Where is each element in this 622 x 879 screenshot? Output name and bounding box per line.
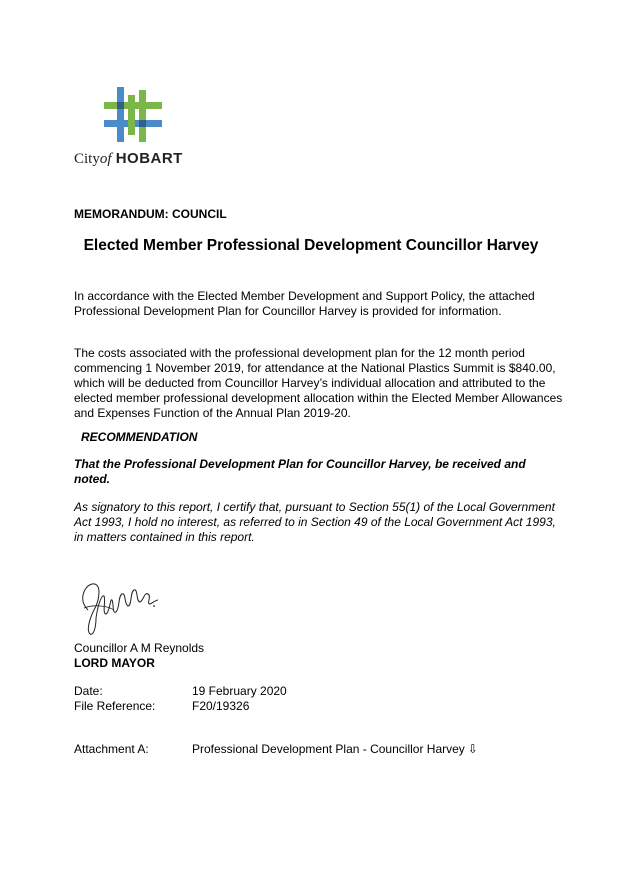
city-of-hobart-logo bbox=[104, 87, 162, 142]
intro-paragraph: In accordance with the Elected Member Development and Support Policy, the attached Professional Development Plan for Councillor Harvey is provided for information. bbox=[74, 289, 535, 318]
logo-hobart-text: HOBART bbox=[115, 150, 183, 167]
costs-paragraph: The costs associated with the professional development plan for the 12 month period commencing 1 November 2019, for attendance at the National Plastics Summit is $840.00, which will be deducted from Councillor Harvey’s individual allocation and attributed to the elected member professional development allocation within the Elected Member Allowances and Expenses Function of the Annual Plan 2019-20. bbox=[74, 346, 563, 420]
certification-paragraph: As signatory to this report, I certify that, pursuant to Section 55(1) of the Local Government Act 1993, I hold no interest, as referred to in Section 49 of the Local Government Act 1993, in matters contained in this report. bbox=[74, 500, 556, 544]
memo-heading: MEMORANDUM: COUNCIL bbox=[74, 207, 227, 221]
attachment-label: Attachment A: bbox=[74, 742, 149, 756]
logo-city-text: City bbox=[74, 151, 100, 167]
page-title: Elected Member Professional Development Councillor Harvey bbox=[83, 237, 539, 254]
file-reference-label: File Reference: bbox=[74, 699, 156, 713]
recommendation-heading: RECOMMENDATION bbox=[81, 430, 198, 444]
signatory-title: LORD MAYOR bbox=[74, 656, 155, 670]
attachment-link[interactable] bbox=[192, 742, 478, 757]
download-arrow-icon[interactable]: ⇩ bbox=[467, 742, 478, 756]
date-label: Date: bbox=[74, 684, 103, 698]
logo-of-text: of bbox=[99, 151, 112, 167]
logo-wordmark bbox=[74, 150, 183, 168]
attachment-value[interactable]: Professional Development Plan - Councillor Harvey bbox=[192, 742, 465, 756]
signature-image bbox=[74, 570, 164, 640]
recommendation-text: That the Professional Development Plan for Councillor Harvey, be received and noted. bbox=[74, 457, 526, 486]
date-value: 19 February 2020 bbox=[192, 684, 287, 698]
file-reference-value: F20/19326 bbox=[192, 699, 250, 713]
signatory-name: Councillor A M Reynolds bbox=[74, 641, 205, 655]
